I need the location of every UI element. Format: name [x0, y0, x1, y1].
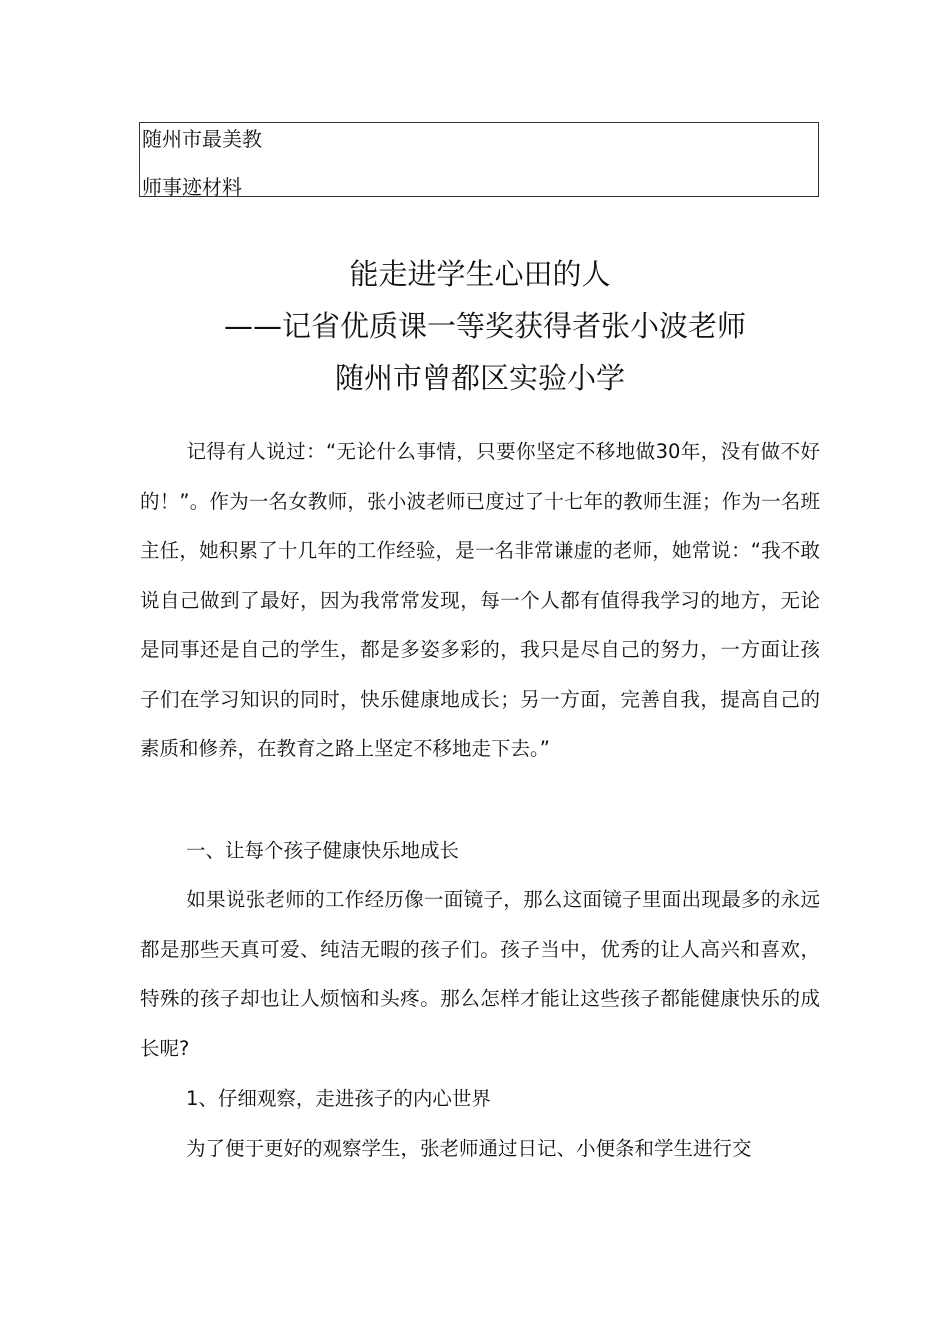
header-box: [139, 122, 819, 197]
paragraph-intro-text: 记得有人说过：“无论什么事情，只要你坚定不移地做30年，没有做不好的！”。作为一名女教师，张小波老师已度过了十七年的教师生涯；作为一名班主任，她积累了十几年的工作经验，是一名非常谦虚的老师，她常说：“我不敢说自己做到了最好，因为我常常发现，每一个人都有值得我学习的地方，无论是同事还是自己的学生，都是多姿多彩的，我只是尽自己的努力，一方面让孩子们在学习知识的同时，快乐健康地成长；另一方面，完善自我，提高自己的素质和修养，在教育之路上坚定不移地走下去。”: [140, 440, 820, 760]
school-name: 随州市曾都区实验小学: [334, 361, 625, 395]
paragraph-subsection-1: [140, 1124, 820, 1174]
paragraph-intro: [140, 427, 820, 774]
title-block: [0, 248, 950, 404]
paragraph-section-1: [140, 875, 820, 1073]
subsection-heading-1: 1、仔细观察，走进孩子的内心世界: [186, 1087, 491, 1110]
header-title-line-2: 师事迹材料: [142, 175, 242, 199]
paragraph-subsection-1-text: 为了便于更好的观察学生，张老师通过日记、小便条和学生进行交: [186, 1137, 752, 1160]
header-title-line-1: 随州市最美教: [142, 127, 262, 151]
paragraph-section-1-text: 如果说张老师的工作经历像一面镜子，那么这面镜子里面出现最多的永远都是那些天真可爱、纯洁无暇的孩子们。孩子当中，优秀的让人高兴和喜欢，特殊的孩子却也让人烦恼和头疼。那么怎样才能让这些孩子都能健康快乐的成长呢?: [140, 888, 820, 1060]
document-subtitle: ——记省优质课一等奖获得者张小波老师: [223, 309, 746, 343]
document-title: 能走进学生心田的人: [349, 257, 611, 291]
section-heading-1: 一、让每个孩子健康快乐地成长: [186, 839, 460, 862]
